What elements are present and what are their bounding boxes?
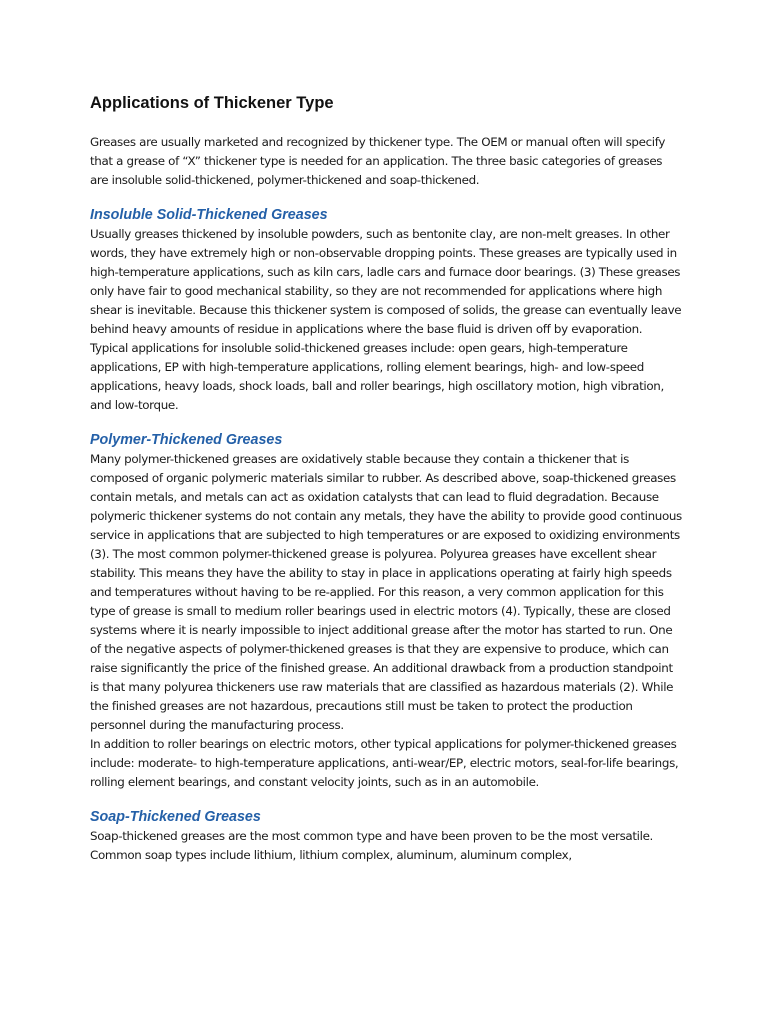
section-polymer <box>90 431 682 792</box>
section-paragraph: Many polymer-thickened greases are oxidatively stable because they contain a thickener that is composed of organic polymeric materials similar to rubber. As described above, soap-thickened greases contain metals, and metals can act as oxidation catalysts that can lead to fluid degradation. Because polymeric thickener systems do not contain any metals, they have the ability to provide good continuous service in applications that are subjected to high temperatures or are exposed to oxidizing environments (3). The most common polymer-thickened grease is polyurea. Polyurea greases have excellent shear stability. This means they have the ability to stay in place in applications operating at fairly high speeds and temperatures without having to be re-applied. For this reason, a very common application for this type of grease is small to medium roller bearings used in electric motors (4). Typically, these are closed systems where it is nearly impossible to inject additional grease after the motor has started to run. One of the negative aspects of polymer-thickened greases is that they are expensive to produce, which can raise significantly the price of the finished grease. An additional drawback from a production standpoint is that many polyurea thickeners use raw materials that are classified as hazardous materials (2). While the finished greases are not hazardous, precautions still must be taken to protect the production personnel during the manufacturing process. <box>90 452 682 732</box>
section-heading: Polymer-Thickened Greases <box>90 432 283 448</box>
document-page <box>90 92 682 881</box>
section-heading: Soap-Thickened Greases <box>90 809 261 825</box>
section-insoluble-solid <box>90 206 682 415</box>
section-paragraph: Usually greases thickened by insoluble powders, such as bentonite clay, are non-melt greases. In other words, they have extremely high or non-observable dropping points. These greases are typically used in high-temperature applications, such as kiln cars, ladle cars and furnace door bearings. (3) These greases only have fair to good mechanical stability, so they are not recommended for applications where high shear is inevitable. Because this thickener system is composed of solids, the grease can eventually leave behind heavy amounts of residue in applications where the base fluid is driven off by evaporation. Typical applications for insoluble solid-thickened greases include: open gears, high-temperature applications, EP with high-temperature applications, rolling element bearings, high- and low-speed applications, heavy loads, shock loads, ball and roller bearings, high oscillatory motion, high vibration, and low-torque. <box>90 227 682 412</box>
section-paragraph: Soap-thickened greases are the most common type and have been proven to be the most versatile. Common soap types include lithium, lithium complex, aluminum, aluminum complex, <box>90 829 653 862</box>
page-title: Applications of Thickener Type <box>90 94 334 112</box>
section-heading: Insoluble Solid-Thickened Greases <box>90 207 328 223</box>
section-soap <box>90 808 682 865</box>
section-paragraph: In addition to roller bearings on electric motors, other typical applications for polymer-thickened greases include: moderate- to high-temperature applications, anti-wear/EP, electric motors, seal-for-life bearings, rolling element bearings, and constant velocity joints, such as in an automobile. <box>90 737 679 789</box>
intro-paragraph: Greases are usually marketed and recognized by thickener type. The OEM or manual often will specify that a grease of “X” thickener type is needed for an application. The three basic categories of greases are insoluble solid-thickened, polymer-thickened and soap-thickened. <box>90 135 666 187</box>
